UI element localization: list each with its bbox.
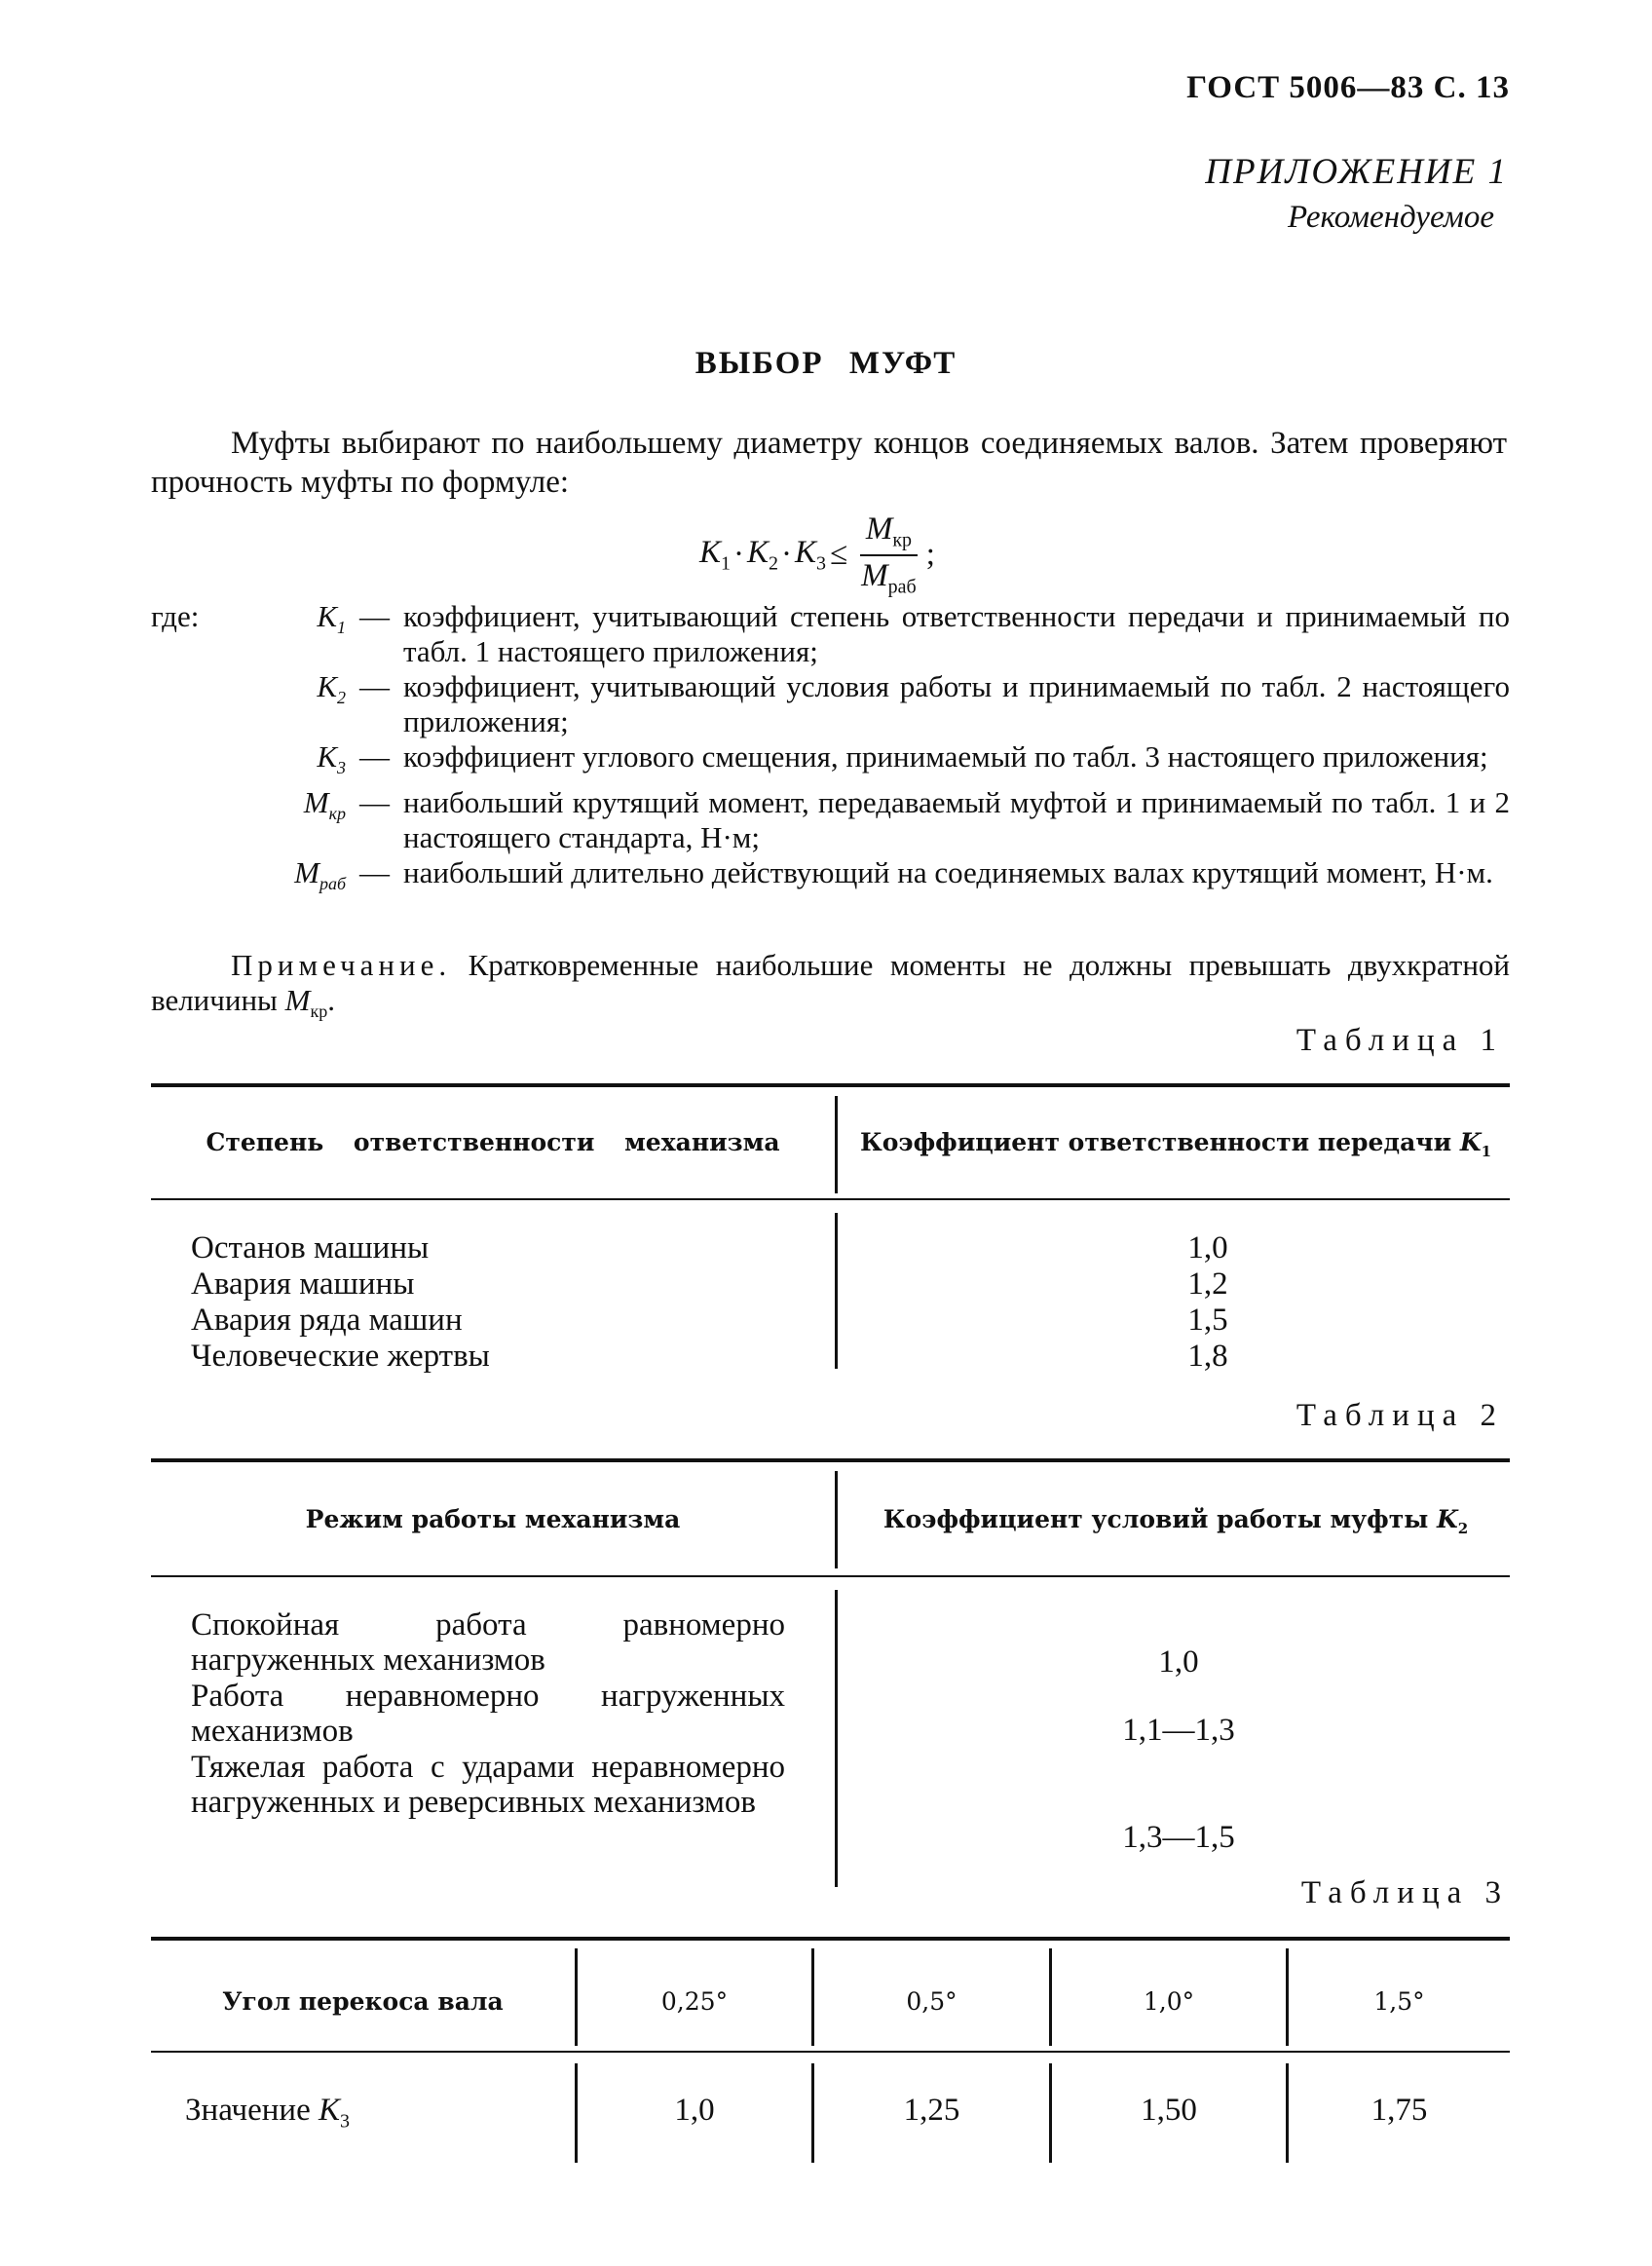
- table1-top-rule: [151, 1083, 1510, 1087]
- formula-end: ;: [925, 537, 935, 573]
- definition-symbol: $M_{раб}$: [294, 855, 346, 894]
- definition-dash: —: [359, 855, 390, 890]
- formula-k2: $K_2$: [747, 534, 779, 575]
- table3-angle: 0,5°: [906, 1987, 957, 2016]
- intro-paragraph: Муфты выбирают по наибольшему диаметру концов соединяемых валов. Затем проверяют прочность муфты по формуле:: [151, 426, 1507, 500]
- formula-le: ≤: [830, 537, 848, 573]
- table1-row-label: Авария машины: [191, 1266, 415, 1302]
- definition-item: [151, 599, 1510, 669]
- definition-item: [151, 855, 1510, 901]
- page-title: ВЫБОР МУФТ: [695, 346, 957, 381]
- table3-caption: Таблица 3: [1300, 1875, 1509, 1910]
- table3-value: 1,0: [674, 2093, 715, 2128]
- definition-symbol: $K_2$: [317, 669, 346, 708]
- table1-row-value: 1,2: [1187, 1266, 1228, 1302]
- definition-dash: —: [359, 599, 390, 633]
- table3-row1-label: Угол перекоса вала: [222, 1987, 504, 2016]
- table1-body-divider: [835, 1213, 838, 1369]
- definition-text: наибольший крутящий момент, передаваемый муфтой и принимаемый по табл. 1 и 2 настоящего стандарта, Н·м;: [403, 785, 1510, 855]
- definitions-list: [151, 599, 1510, 901]
- table3-angle: 0,25°: [660, 1987, 729, 2016]
- table1-row-label: Человеческие жертвы: [191, 1339, 490, 1374]
- definition-dash: —: [359, 669, 390, 703]
- table1-row-value: 1,8: [1187, 1339, 1228, 1374]
- table2-caption: Таблица 2: [1295, 1398, 1504, 1433]
- definition-symbol: $K_1$: [317, 599, 346, 638]
- table1-header-rule: [151, 1198, 1510, 1200]
- definition-text: коэффициент, учитывающий условия работы и принимаемый по табл. 2 настоящего приложения;: [403, 669, 1510, 738]
- table3-angle: 1,0°: [1143, 1987, 1195, 2016]
- table2-row-value: 1,1—1,3: [1122, 1713, 1235, 1748]
- table2-top-rule: [151, 1458, 1510, 1462]
- definition-dash: —: [359, 739, 390, 774]
- table3-top-rule: [151, 1937, 1510, 1941]
- table2-row-value: 1,3—1,5: [1122, 1820, 1235, 1855]
- note-label: Примечание.: [231, 948, 452, 982]
- table3-value: 1,50: [1141, 2093, 1197, 2128]
- table1-row-label: Останов машины: [191, 1230, 430, 1265]
- note-symbol-sub: кр: [310, 1001, 328, 1022]
- table1-row-label: Авария ряда машин: [191, 1303, 463, 1338]
- table2-body-divider: [835, 1590, 838, 1887]
- definition-symbol: $K_3$: [317, 739, 346, 778]
- table2-header-divider: [835, 1471, 838, 1568]
- definition-dash: —: [359, 785, 390, 820]
- formula-dot-1: ·: [733, 537, 745, 573]
- table3-header-rule: [151, 2051, 1510, 2053]
- table2-header-rule: [151, 1575, 1510, 1577]
- definition-text: наибольший длительно действующий на соединяемых валах крутящий момент, Н·м.: [403, 855, 1493, 890]
- formula-dot-2: ·: [781, 537, 793, 573]
- formula-fraction: [855, 511, 922, 598]
- table1-row-value: 1,5: [1187, 1303, 1228, 1338]
- table1-header-divider: [835, 1096, 838, 1193]
- table1-col2-header: Коэффициент ответственности передачи $K_1$: [859, 1128, 1492, 1160]
- formula: [699, 511, 935, 598]
- table2-col2-header: Коэффициент условий работы муфты $K_2$: [882, 1505, 1469, 1537]
- table3-value: 1,75: [1370, 2093, 1428, 2128]
- table1-caption: Таблица 1: [1295, 1023, 1504, 1058]
- formula-k3: $K_3$: [795, 534, 827, 575]
- table1-row-value: 1,0: [1187, 1230, 1228, 1265]
- table2-row-value: 1,0: [1158, 1644, 1199, 1680]
- note-symbol: M: [284, 983, 311, 1017]
- definition-item: [151, 669, 1510, 739]
- formula-denominator: $M_{раб}$: [861, 557, 917, 598]
- table3-value: 1,25: [903, 2093, 960, 2128]
- definition-item: [151, 739, 1510, 785]
- note-text: Кратковременные наибольшие моменты не должны превышать двухкратной величины: [151, 948, 1511, 1017]
- table1-col1-header: Степень ответственности механизма: [206, 1128, 780, 1156]
- definition-text: коэффициент углового смещения, принимаемый по табл. 3 настоящего приложения;: [403, 739, 1488, 774]
- definition-item: [151, 785, 1510, 855]
- recommended-label: Рекомендуемое: [1287, 200, 1494, 235]
- formula-k1: $K_1$: [699, 534, 732, 575]
- table2-row-label: Работа неравномерно нагруженных механизмов: [191, 1679, 785, 1749]
- formula-numerator: $M_{кр}$: [860, 511, 918, 556]
- where-word: где:: [151, 599, 200, 633]
- appendix-label: ПРИЛОЖЕНИЕ 1: [1205, 152, 1508, 192]
- table2-col1-header: Режим работы механизма: [305, 1505, 681, 1533]
- table2-row-label: Тяжелая работа с ударами неравномерно нагруженных и реверсивных механизмов: [191, 1750, 785, 1820]
- definition-symbol: $M_{кр}$: [303, 785, 346, 824]
- table2-row-label: Спокойная работа равномерно нагруженных механизмов: [191, 1607, 785, 1678]
- definition-text: коэффициент, учитывающий степень ответственности передачи и принимаемый по табл. 1 настоящего приложения;: [403, 599, 1510, 668]
- table3-angle: 1,5°: [1373, 1987, 1425, 2016]
- document-code: ГОСТ 5006—83 С. 13: [1186, 70, 1510, 105]
- note-paragraph: Примечание. Кратковременные наибольшие моменты не должны превышать двухкратной величины $M_{кр}$.: [151, 948, 1511, 1022]
- table3-row2-label: Значение $K_3$: [185, 2093, 350, 2133]
